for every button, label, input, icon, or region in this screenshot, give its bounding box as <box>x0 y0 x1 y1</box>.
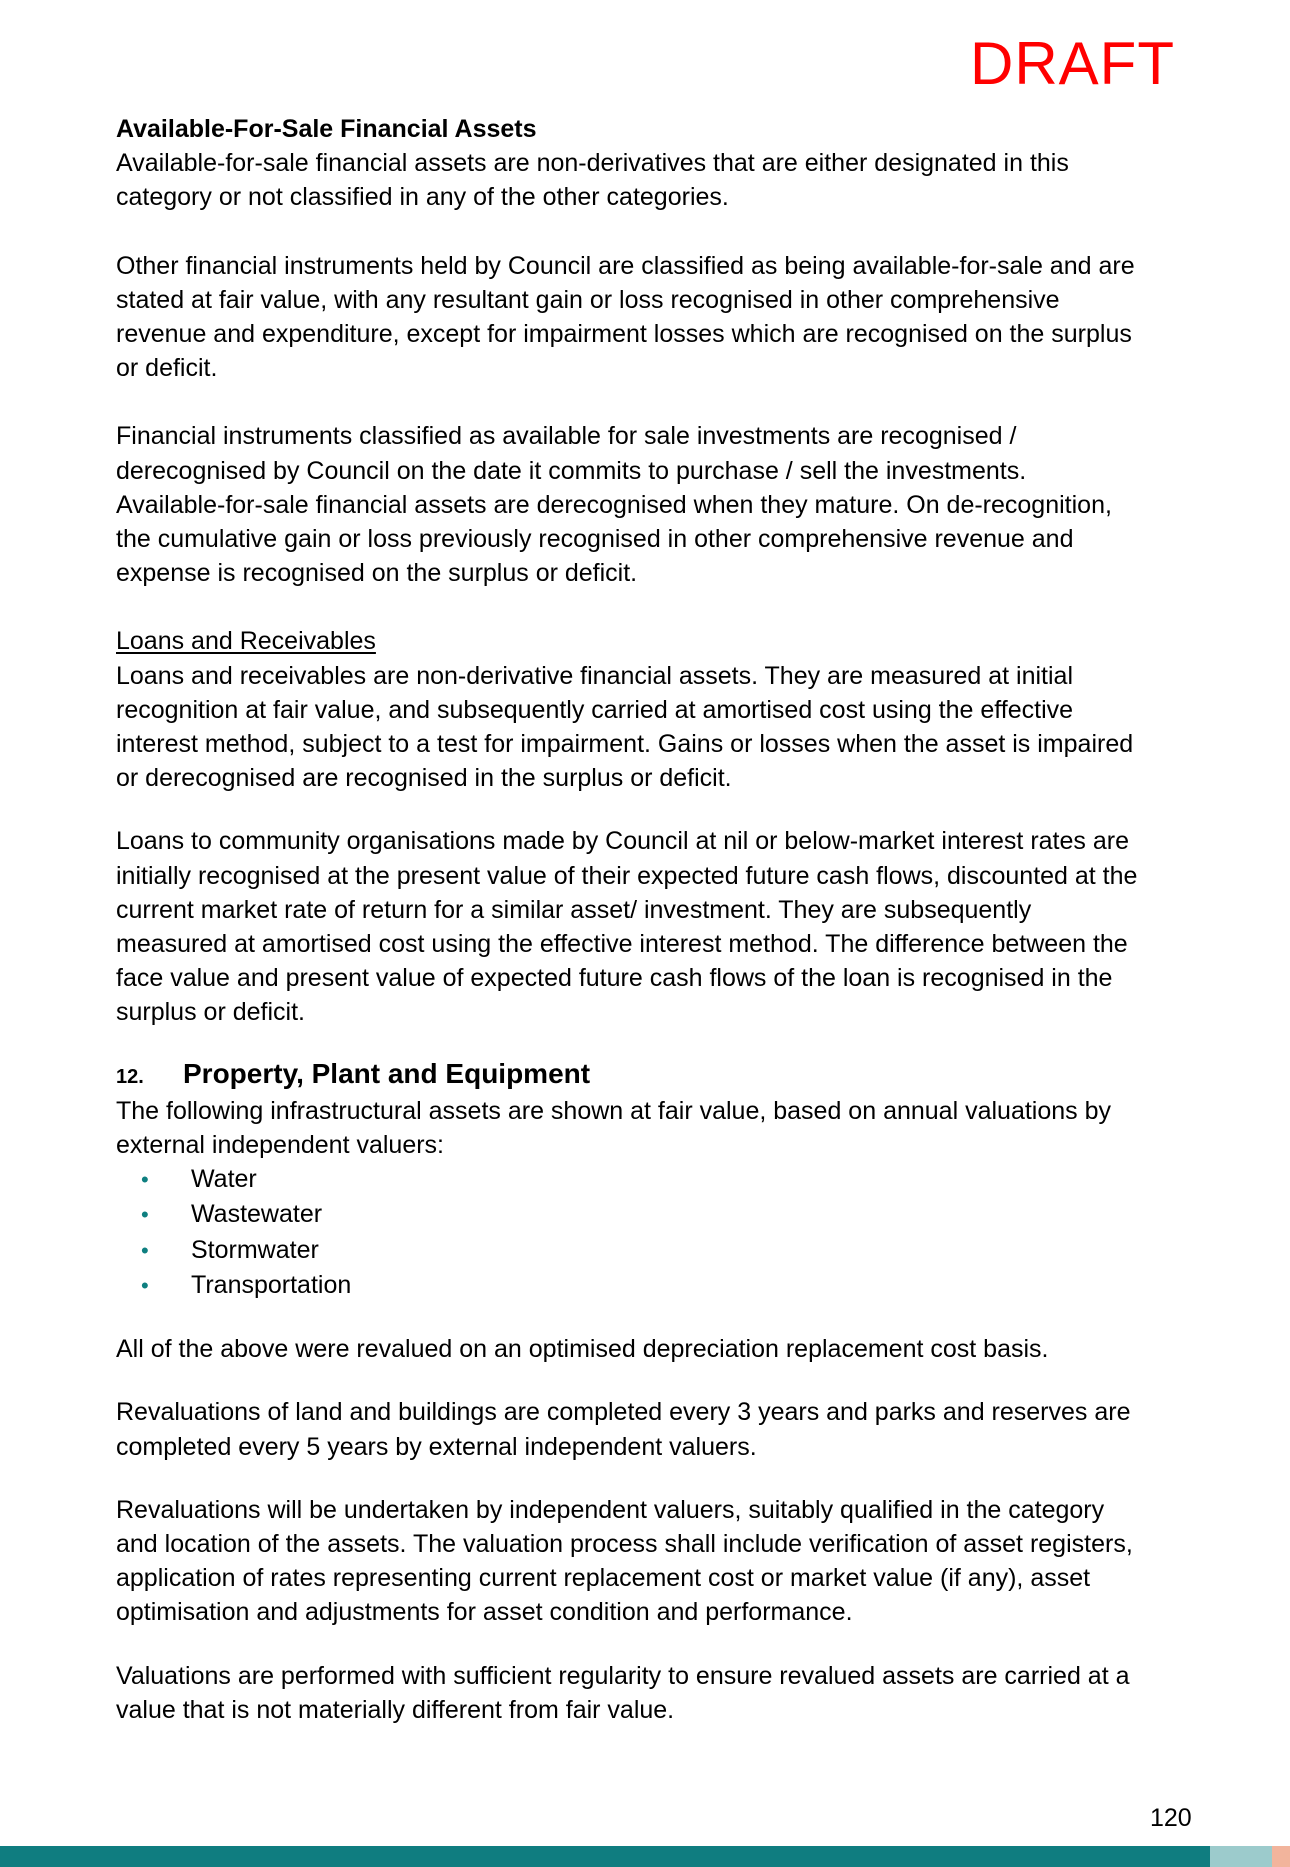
section-number: 12. <box>116 1065 144 1088</box>
list-item <box>116 1233 1196 1268</box>
ppe-paragraph-4: Valuations are performed with sufficient regularity to ensure revalued assets are carried at a value that is not materially different from fair value. <box>116 1661 1130 1724</box>
bullet-icon: • <box>141 1167 149 1193</box>
footer-bar-light <box>1210 1846 1272 1867</box>
bullet-icon: • <box>141 1202 149 1228</box>
loans-paragraph-1: Loans and receivables are non-derivative financial assets. They are measured at initial recognition at fair value, and subsequently carried at amortised cost using the effective interest method, subject to a test for impairment. Gains or losses when the asset is impaired or derecognised are recognised in the surplus or deficit. <box>116 661 1134 793</box>
footer-bar <box>0 1846 1210 1867</box>
loans-heading: Loans and Receivables <box>116 627 376 656</box>
ppe-paragraph-3: Revaluations will be undertaken by independent valuers, suitably qualified in the category and location of the assets. The valuation process shall include verification of asset registers, application of rates representing current replacement cost or market value (if any), asset optimisation and adjustments for asset condition and performance. <box>116 1495 1133 1627</box>
document-body <box>116 112 1196 1727</box>
list-item-label: Water <box>191 1165 257 1194</box>
afs-paragraph-3: Financial instruments classified as available for sale investments are recognised / derecognised by Council on the date it commits to purchase / sell the investments. Available-for-sale financial assets are derecognised when they mature. On de-recognition, the cumulative gain or loss previously recognised in other comprehensive revenue and expense is recognised on the surplus or deficit. <box>116 422 1112 588</box>
afs-paragraph-1: Available-for-sale financial assets are non-derivatives that are either designated in this category or not classified in any of the other categories. <box>116 149 1069 212</box>
ppe-paragraph-1: All of the above were revalued on an optimised depreciation replacement cost basis. <box>116 1335 1049 1364</box>
draft-watermark: DRAFT <box>970 30 1175 97</box>
list-item <box>116 1268 1196 1303</box>
bullet-icon: • <box>141 1237 149 1263</box>
list-item <box>116 1162 1196 1197</box>
section-title: Property, Plant and Equipment <box>183 1057 591 1089</box>
list-item-label: Wastewater <box>191 1200 323 1229</box>
list-item-label: Transportation <box>191 1270 352 1299</box>
loans-paragraph-2: Loans to community organisations made by Council at nil or below-market interest rates are initially recognised at the present value of their expected future cash flows, discounted at the current market rate of return for a similar asset/ investment. They are subsequently measured at amortised cost using the effective interest method. The difference between the face value and present value of expected future cash flows of the loan is recognised in the surplus or deficit. <box>116 827 1138 1027</box>
afs-paragraph-2: Other financial instruments held by Council are classified as being available-for-sale and are stated at fair value, with any resultant gain or loss recognised in other comprehensive revenue and expenditure, except for impairment losses which are recognised on the surplus or deficit. <box>116 251 1135 383</box>
afs-heading: Available-For-Sale Financial Assets <box>116 115 537 143</box>
page-number: 120 <box>1150 1804 1192 1832</box>
list-item <box>116 1197 1196 1232</box>
ppe-section-heading <box>116 1057 1196 1094</box>
ppe-paragraph-2: Revaluations of land and buildings are completed every 3 years and parks and reserves are completed every 5 years by external independent valuers. <box>116 1398 1131 1461</box>
ppe-intro: The following infrastructural assets are shown at fair value, based on annual valuations by external independent valuers: <box>116 1096 1112 1160</box>
asset-list <box>116 1162 1196 1303</box>
bullet-icon: • <box>141 1272 149 1298</box>
list-item-label: Stormwater <box>191 1235 319 1264</box>
footer-bar-accent <box>1272 1846 1290 1867</box>
